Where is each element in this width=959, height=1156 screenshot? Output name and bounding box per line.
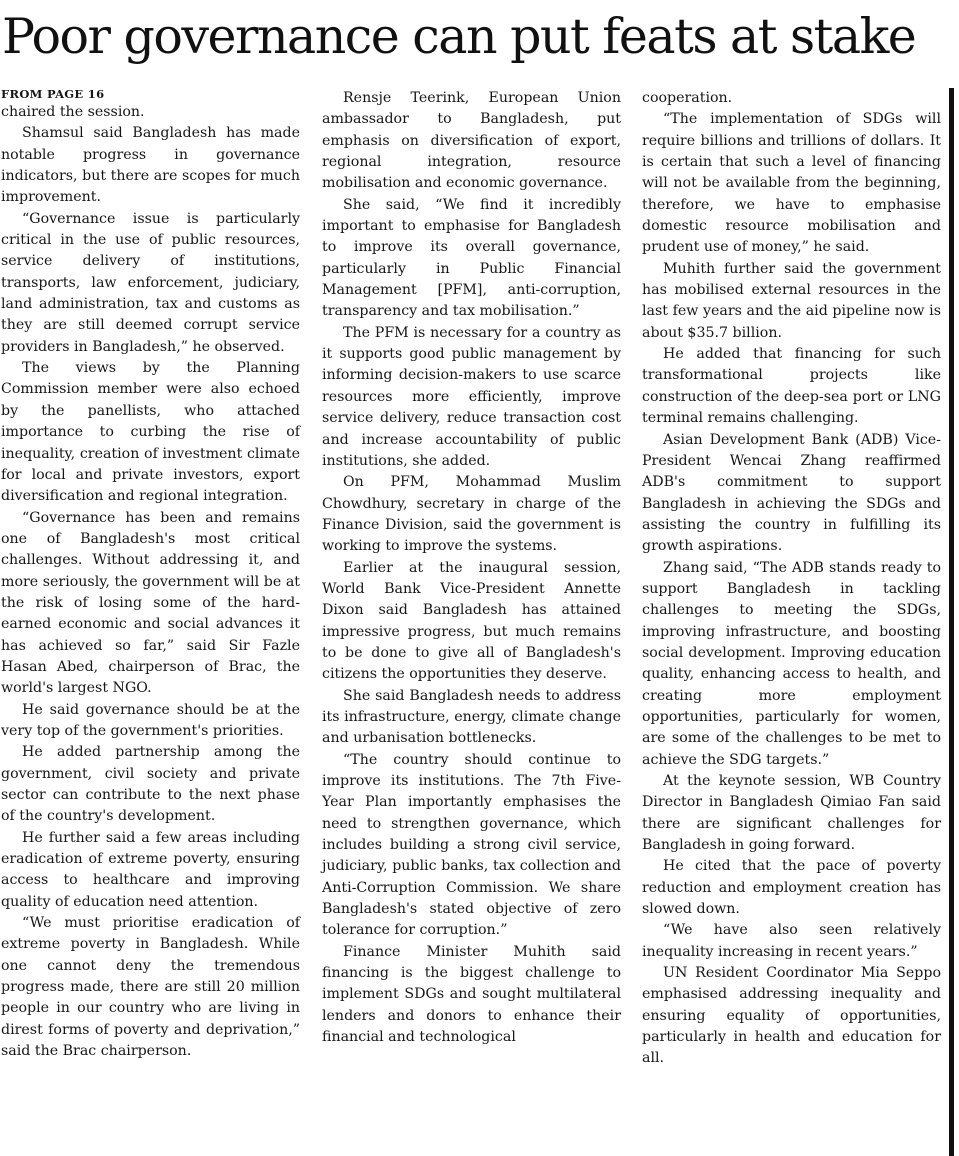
paragraph: Zhang said, “The ADB stands ready to support Bangladesh in tackling challenges to meeting the SDGs, improving infrastructure, and boosting social development. Improving education quality, enhancing access to health, and creating more employment opportunities, particularly for women, are some of the challenges to be met to achieve the SDG targets.”: [642, 559, 941, 768]
column-3: [642, 88, 941, 1070]
paragraph: Finance Minister Muhith said financing is the biggest challenge to implement SDGs and sought multilateral lenders and donors to enhance their financial and technological: [322, 943, 621, 1046]
page-edge-rule: [949, 88, 954, 1156]
paragraph: Earlier at the inaugural session, World Bank Vice-President Annette Dixon said Bangladesh has attained impressive progress, but much remains to be done to give all of Bangladesh's citizens the opportunities they deserve.: [322, 559, 621, 683]
paragraph: Shamsul said Bangladesh has made notable progress in governance indicators, but there are scopes for much improvement.: [1, 125, 300, 206]
paragraph: He said governance should be at the very top of the government's priorities.: [1, 701, 300, 739]
paragraph: “The country should continue to improve its institutions. The 7th Five-Year Plan importantly emphasises the need to strengthen governance, which includes building a strong civil service, judiciary, public banks, tax collection and Anti-Corruption Commission. We share Bangladesh's stated objective of zero tolerance for corruption.”: [322, 751, 621, 939]
paragraph: She said, “We find it incredibly important to emphasise for Bangladesh to improve its overall governance, particularly in Public Financial Management [PFM], anti-corruption, transparency and tax mobilisation.”: [322, 196, 621, 320]
paragraph: He cited that the pace of poverty reduction and employment creation has slowed down.: [642, 858, 941, 918]
paragraph: Muhith further said the government has mobilised external resources in the last few years and the aid pipeline now is about $35.7 billion.: [642, 260, 941, 341]
paragraph: “We must prioritise eradication of extreme poverty in Bangladesh. While one cannot deny the tremendous progress made, there are still 20 million people in our country who are living in direst forms of poverty and deprivation,” said the Brac chairperson.: [1, 915, 300, 1060]
paragraph: Rensje Teerink, European Union ambassador to Bangladesh, put emphasis on diversification of export, regional integration, resource mobilisation and economic governance.: [322, 90, 621, 192]
paragraph: He added partnership among the government, civil society and private sector can contribute to the next phase of the country's development.: [1, 744, 300, 825]
paragraph: chaired the session.: [1, 104, 145, 120]
paragraph: The PFM is necessary for a country as it supports good public management by informing decision-makers to use scarce resources more efficiently, improve service delivery, reduce transaction cost and increase accountability of public institutions, she added.: [322, 324, 621, 469]
paragraph: He added that financing for such transformational projects like construction of the deep-sea port or LNG terminal remains challenging.: [642, 346, 941, 427]
column-2: [322, 88, 621, 1048]
paragraph: “We have also seen relatively inequality increasing in recent years.”: [642, 922, 941, 960]
paragraph: Asian Development Bank (ADB) Vice-President Wencai Zhang reaffirmed ADB's commitment to support Bangladesh in achieving the SDGs and assisting the country in fulfilling its growth aspirations.: [642, 431, 941, 555]
paragraph: “Governance has been and remains one of Bangladesh's most critical challenges. Without addressing it, and more seriously, the government will be at the risk of losing some of the hard-earned economic and social advances it has achieved so far,” said Sir Fazle Hasan Abed, chairperson of Brac, the world's largest NGO.: [1, 509, 300, 697]
column-1: [1, 86, 300, 1062]
paragraph: He further said a few areas including eradication of extreme poverty, ensuring access to healthcare and improving quality of education need attention.: [1, 829, 300, 910]
paragraph: cooperation.: [642, 90, 733, 106]
paragraph: On PFM, Mohammad Muslim Chowdhury, secretary in charge of the Finance Division, said the government is working to improve the systems.: [322, 474, 621, 555]
paragraph: At the keynote session, WB Country Director in Bangladesh Qimiao Fan said there are significant challenges for Bangladesh in going forward.: [642, 773, 941, 854]
paragraph: The views by the Planning Commission member were also echoed by the panellists, who attached importance to curbing the rise of inequality, creation of investment climate for local and private investors, export diversification and regional integration.: [1, 360, 300, 505]
paragraph: “The implementation of SDGs will require billions and trillions of dollars. It is certain that such a level of financing will not be available from the beginning, therefore, we have to emphasise domestic resource mobilisation and prudent use of money,” he said.: [642, 111, 941, 256]
paragraph: UN Resident Coordinator Mia Seppo emphasised addressing inequality and ensuring equality of opportunities, particularly in health and education for all.: [642, 965, 941, 1067]
jump-line: FROM PAGE 16: [1, 87, 105, 101]
paragraph: She said Bangladesh needs to address its infrastructure, energy, climate change and urbanisation bottlenecks.: [322, 687, 621, 747]
paragraph: “Governance issue is particularly critical in the use of public resources, service delivery of institutions, transports, law enforcement, judiciary, land administration, tax and customs as they are still deemed corrupt service providers in Bangladesh,” he observed.: [1, 210, 300, 355]
headline: Poor governance can put feats at stake: [2, 8, 916, 65]
